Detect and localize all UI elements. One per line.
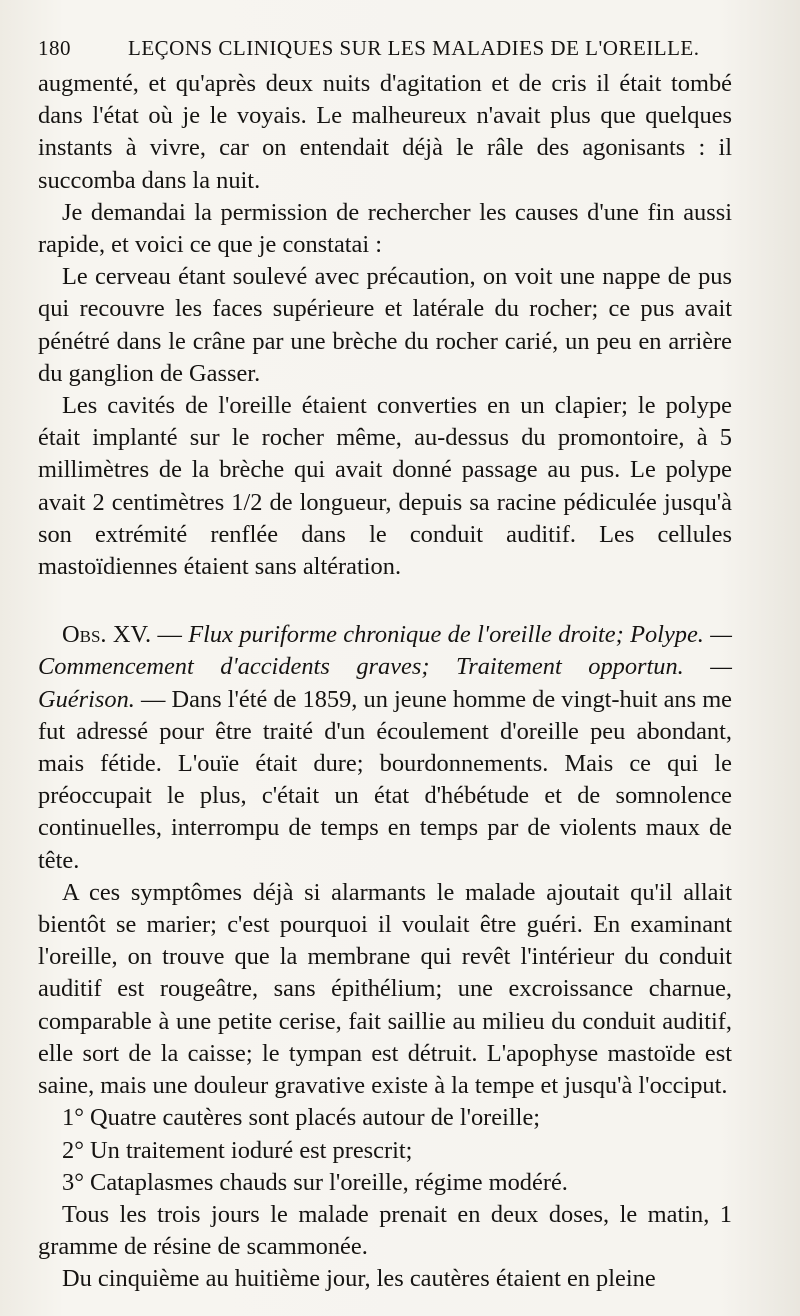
paragraph: Les cavités de l'oreille étaient converties en un clapier; le polype était implanté sur le rocher même, au-dessus du promontoire, à 5 millimètres de la brèche qui avait donné passage au pus. Le polype avait 2 centimètres 1/2 de longueur, depuis sa racine pédiculée jusqu'à son extrémité renflée dans le conduit auditif. Les cellules mastoïdiennes étaient sans altération. xyxy=(38,392,732,581)
paragraph: Du cinquième au huitième jour, les cautères étaient en pleine xyxy=(62,1265,656,1293)
list-item-treatment: 3° Cataplasmes chauds sur l'oreille, régime modéré. xyxy=(62,1168,568,1196)
list-item-treatment: 1° Quatre cautères sont placés autour de l'oreille; xyxy=(62,1104,541,1132)
page-number: 180 xyxy=(38,36,71,60)
observation-title: Flux puriforme chronique de l'oreille droite; Polype. — Commencement d'accidents graves; Traitement opportun. — Guérison. xyxy=(38,621,732,713)
paragraph: Le cerveau étant soulevé avec précaution, on voit une nappe de pus qui recouvre les faces supérieure et latérale du rocher; ce pus avait pénétré dans le crâne par une brèche du rocher carié, un peu en arrière du ganglion de Gasser. xyxy=(38,263,732,387)
observation-dash: — xyxy=(134,685,172,713)
observation-heading xyxy=(38,619,732,877)
body-text xyxy=(38,68,732,1296)
running-title: LEÇONS CLINIQUES SUR LES MALADIES DE L'OREILLE. xyxy=(128,36,700,60)
paragraph: A ces symptômes déjà si alarmants le malade ajoutait qu'il allait bientôt se marier; c'est pourquoi il voulait être guéri. En examinant l'oreille, on trouve que la membrane qui revêt l'intérieur du conduit auditif est rougeâtre, sans épithélium; une excroissance charnue, comparable à une petite cerise, fait saillie au milieu du conduit auditif, elle sort de la caisse; le tympan est détruit. L'apophyse mastoïde est saine, mais une douleur gravative existe à la tempe et jusqu'à l'occiput. xyxy=(38,878,732,1100)
observation-label: Obs. XV. xyxy=(62,621,152,649)
paragraph-continued: augmenté, et qu'après deux nuits d'agitation et de cris il était tombé dans l'état où je le voyais. Le malheureux n'avait plus que quelques instants à vivre, car on entendait déjà le râle des agonisants : il succomba dans la nuit. xyxy=(38,70,732,194)
page-header xyxy=(38,30,738,64)
paragraph: Tous les trois jours le malade prenait en deux doses, le matin, 1 gramme de résine de scammonée. xyxy=(38,1200,732,1261)
observation-text: Dans l'été de 1859, un jeune homme de vingt-huit ans me fut adressé pour être traité d'un écoulement d'oreille peu abondant, mais fétide. L'ouïe était dure; bourdonnements. Mais ce qui le préoccupait le plus, c'était un état d'hébétude et de somnolence continuelles, interrompu de temps en temps par de violents maux de tête. xyxy=(38,685,732,874)
observation-dash: — xyxy=(151,621,189,649)
list-item-treatment: 2° Un traitement ioduré est prescrit; xyxy=(62,1136,413,1164)
paragraph: Je demandai la permission de rechercher les causes d'une fin aussi rapide, et voici ce que je constatai : xyxy=(38,198,732,259)
section-spacer xyxy=(38,583,732,619)
